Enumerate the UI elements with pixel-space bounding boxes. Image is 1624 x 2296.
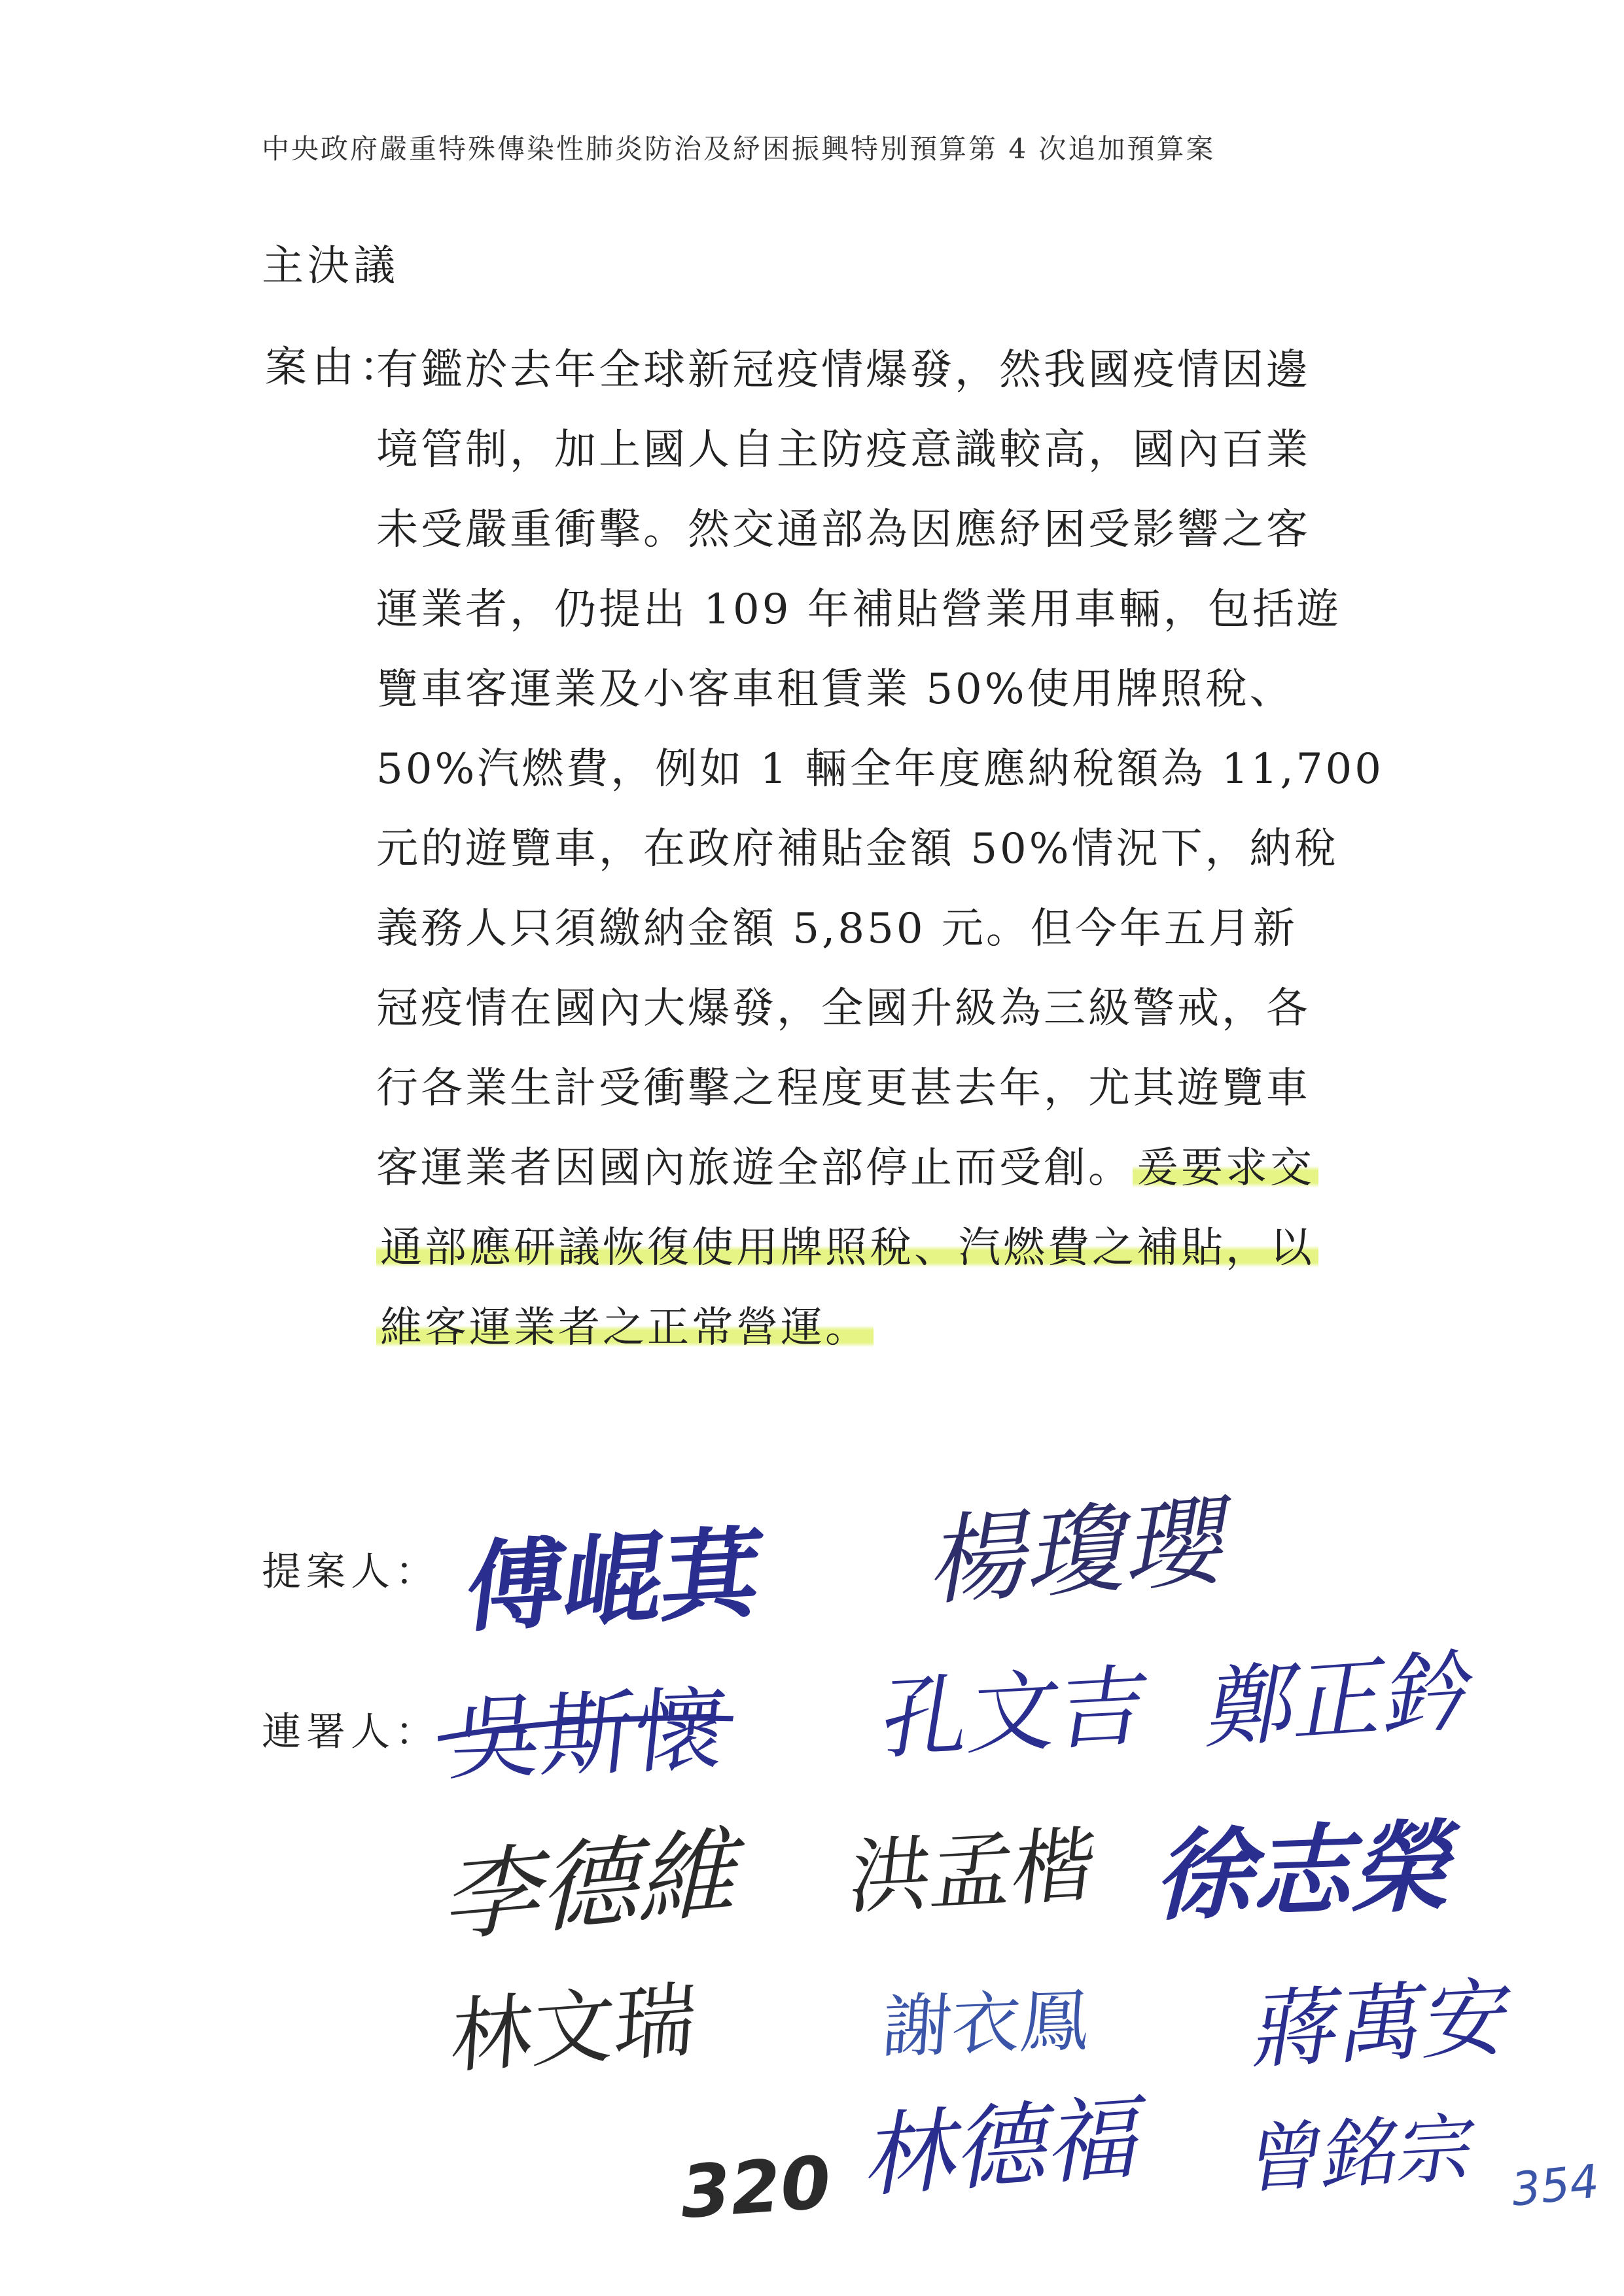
document-header: 中央政府嚴重特殊傳染性肺炎防治及紓困振興特別預算第 4 次追加預算案 [262, 133, 1216, 165]
case-line-9: 冠疫情在國內大爆發，全國升級為三級警戒，各 [376, 984, 1311, 1033]
signature-cosigner-5: 洪孟楷 [843, 1817, 1101, 1926]
case-line-13-highlight: 維客運業者之正常營運。 [376, 1304, 874, 1352]
signature-proposer-1: 傅崐萁 [459, 1516, 768, 1646]
case-line-4: 運業者，仍提出 109 年補貼營業用車輛，包括遊 [376, 585, 1341, 634]
case-line-6: 50%汽燃費，例如 1 輛全年度應納稅額為 11,700 [376, 745, 1384, 793]
case-line-7: 元的遊覽車，在政府補貼金額 50%情況下，納稅 [376, 825, 1339, 873]
page-number-corner: 354 [1509, 2154, 1602, 2217]
signature-cosigner-7: 林文瑞 [448, 1972, 699, 2085]
case-line-8: 義務人只須繳納金額 5,850 元。但今年五月新 [376, 905, 1297, 953]
signature-cosigner-4: 李德維 [436, 1814, 757, 1957]
signature-cosigner-8: 謝衣鳯 [880, 1980, 1092, 2068]
case-line-11 [376, 1128, 1397, 1208]
case-line-12 [376, 1208, 1397, 1288]
case-line-5: 覽車客運業及小客車租賃業 50%使用牌照稅、 [376, 665, 1294, 714]
document-title: 主決議 [262, 242, 399, 290]
case-line-11-highlight: 爰要求交 [1133, 1144, 1318, 1192]
case-line-2: 境管制，加上國人自主防疫意識較高，國內百業 [376, 426, 1311, 474]
case-line-3: 未受嚴重衝擊。然交通部為因應紓困受影響之客 [376, 506, 1311, 554]
case-line-1: 有鑑於去年全球新冠疫情爆發，然我國疫情因邊 [376, 346, 1311, 394]
signature-cosigner-2: 孔文吉 [874, 1654, 1156, 1772]
signature-cosigner-10: 林德福 [859, 2083, 1153, 2212]
case-line-10: 行各業生計受衝擊之程度更甚去年，尤其遊覽車 [376, 1064, 1311, 1113]
case-line-12-highlight: 通部應研議恢復使用牌照稅、汽燃費之補貼，以 [376, 1224, 1318, 1272]
case-label: 案由： [265, 343, 406, 392]
signature-cosigner-11: 曾銘宗 [1241, 2104, 1481, 2204]
case-line-13 [376, 1288, 1397, 1368]
signature-cosigner-6: 徐志榮 [1148, 1809, 1472, 1935]
page-number-main: 320 [677, 2140, 834, 2235]
case-line-11-plain: 客運業者因國內旅遊全部停止而受創。 [376, 1144, 1133, 1192]
signature-proposer-2: 楊瓊瓔 [924, 1484, 1239, 1620]
signature-cosigner-1: 吳斯懷 [445, 1656, 733, 1798]
signature-cosigner-3: 鄭正鈐 [1200, 1638, 1483, 1762]
proposer-label: 提案人： [262, 1549, 440, 1595]
cosigner-label: 連署人： [262, 1709, 440, 1755]
signature-cosigner-9: 蔣萬安 [1247, 1967, 1519, 2081]
case-body [376, 330, 1397, 1368]
